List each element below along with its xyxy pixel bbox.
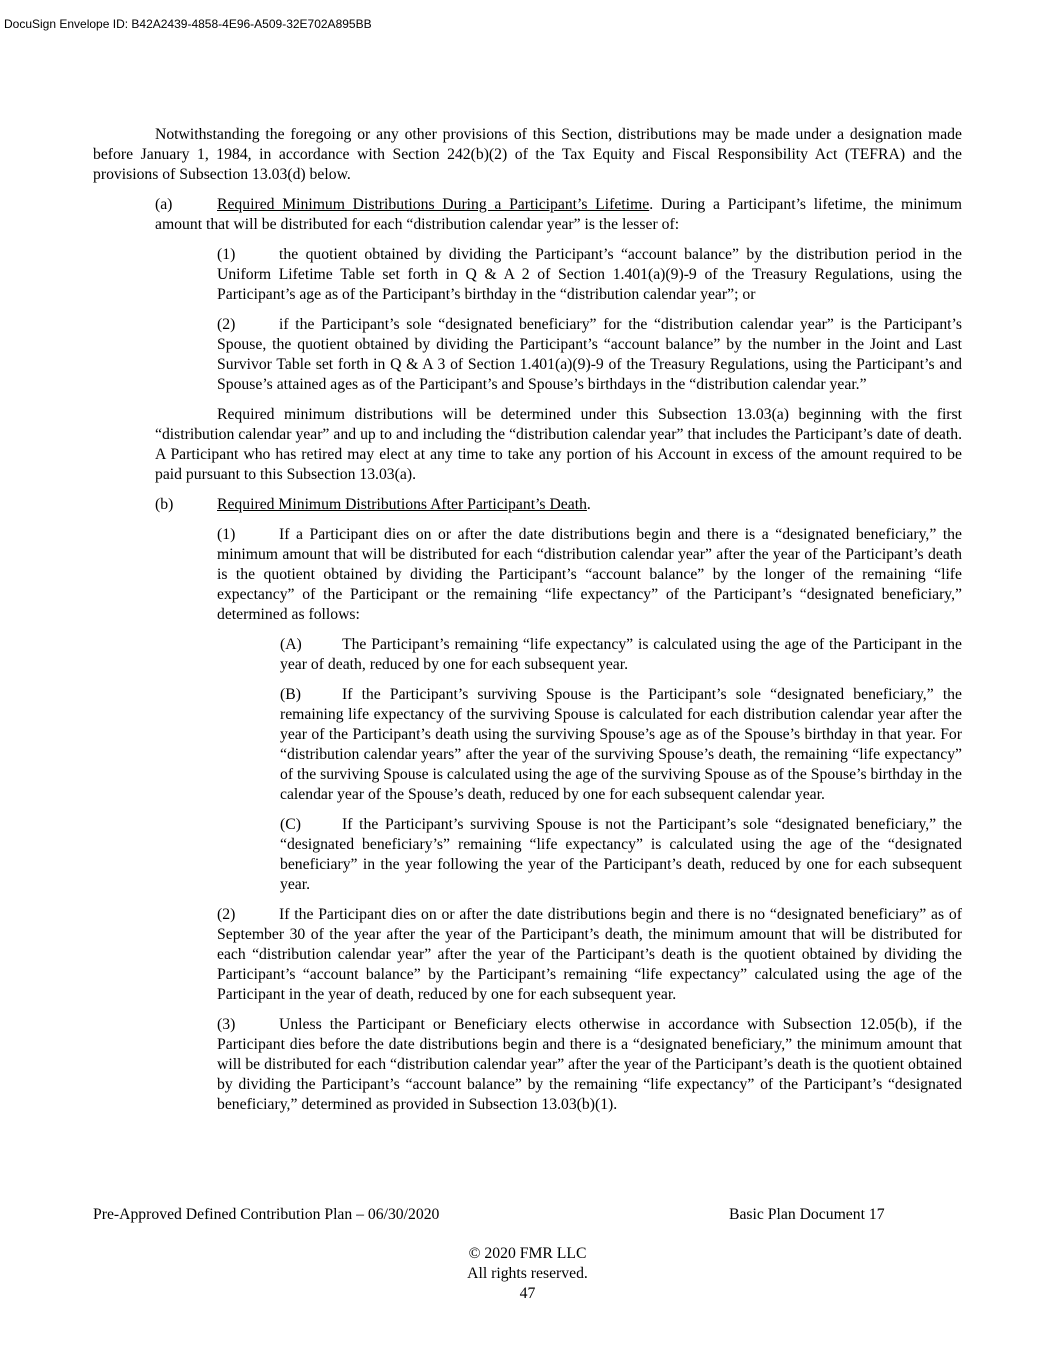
section-b-item-1-text: If a Participant dies on or after the date distributions begin and there is a “designated beneficiary,” the minimum amount that will be distributed for each “distribution calendar year” after the year of the Participant’s death is the quotient obtained by dividing the Participant’s “account balance” by the longer of the remaining “life expectancy” of the Participant or the remaining “life expectancy” of the Participant’s “designated beneficiary,” determined as follows: — [217, 526, 962, 623]
section-a-item-1 — [217, 245, 962, 305]
section-a-item-2-label: (2) — [217, 316, 236, 333]
footer-copyright-block — [0, 1244, 1055, 1304]
section-b-item-1 — [217, 525, 962, 625]
section-a-paragraph — [155, 195, 962, 235]
section-b-item-2 — [217, 905, 962, 1005]
section-b-sub-b — [280, 685, 962, 805]
section-b-sub-c — [280, 815, 962, 895]
section-b-paragraph — [155, 495, 962, 515]
document-body — [93, 125, 962, 1125]
section-b-sub-b-label: (B) — [280, 686, 301, 703]
section-b-item-2-text: If the Participant dies on or after the date distributions begin and there is no “designated beneficiary” as of September 30 of the year after the year of the Participant’s death, the minimum amount that will be distributed for each “distribution calendar year” after the year of the Participant’s death is the quotient obtained by dividing the Participant’s “account balance” by the Participant’s remaining “life expectancy” calculated using the age of the Participant in the year of death, reduced by one for each subsequent year. — [217, 906, 962, 1003]
section-b-item-2-label: (2) — [217, 906, 236, 923]
section-b-item-1-label: (1) — [217, 526, 236, 543]
section-a-heading: Required Minimum Distributions During a Participant’s Lifetime — [217, 196, 650, 213]
docusign-envelope-id: DocuSign Envelope ID: B42A2439-4858-4E96-A509-32E702A895BB — [4, 17, 372, 31]
section-b-sub-a-label: (A) — [280, 636, 302, 653]
footer-document-name: Basic Plan Document 17 — [729, 1206, 885, 1223]
section-a-item-2 — [217, 315, 962, 395]
section-b-label: (b) — [155, 496, 174, 513]
section-a-label: (a) — [155, 196, 173, 213]
section-b-sub-a — [280, 635, 962, 675]
section-b-item-3-label: (3) — [217, 1016, 236, 1033]
section-b-sub-a-text: The Participant’s remaining “life expectancy” is calculated using the age of the Participant in the year of death, reduced by one for each subsequent year. — [280, 636, 962, 673]
section-b-sub-c-text: If the Participant’s surviving Spouse is not the Participant’s sole “designated beneficiary,” the “designated beneficiary’s” remaining “life expectancy” is calculated using the age of the “designated beneficiary” in the year following the year of the Participant’s death, reduced by one for each subsequent year. — [280, 816, 962, 893]
footer-rights: All rights reserved. — [467, 1265, 588, 1282]
intro-paragraph: Notwithstanding the foregoing or any other provisions of this Section, distributions may be made under a designation made before January 1, 1984, in accordance with Section 242(b)(2) of the Tax Equity and Fiscal Responsibility Act (TEFRA) and the provisions of Subsection 13.03(d) below. — [93, 126, 962, 183]
footer-plan-name: Pre-Approved Defined Contribution Plan – 06/30/2020 — [93, 1206, 440, 1223]
section-a-item-2-text: if the Participant’s sole “designated beneficiary” for the “distribution calendar year” is the Participant’s Spouse, the quotient obtained by dividing the Participant’s “account balance” by the number in the Joint and Last Survivor Table set forth in Q & A 3 of Section 1.401(a)(9)-9 of the Treasury Regulations, using the Participant’s and Spouse’s attained ages as of the Participant’s and Spouse’s birthdays in the “distribution calendar year.” — [217, 316, 962, 393]
section-a-text: . During a Participant’s lifetime, the minimum amount that will be distributed for each “distribution calendar year” is the lesser of: — [155, 196, 963, 233]
footer-copyright: © 2020 FMR LLC — [468, 1245, 587, 1262]
section-b-heading-end: . — [586, 496, 591, 513]
section-b-sub-c-label: (C) — [280, 816, 301, 833]
section-a-closing: Required minimum distributions will be determined under this Subsection 13.03(a) beginning with the first “distribution calendar year” and up to and including the “distribution calendar year” that includes the Participant’s date of death. A Participant who has retired may elect at any time to take any portion of his Account in excess of the amount required to be paid pursuant to this Subsection 13.03(a). — [155, 406, 962, 483]
footer-page-number: 47 — [519, 1285, 536, 1302]
section-b-item-3-text: Unless the Participant or Beneficiary elects otherwise in accordance with Subsection 12.05(b), if the Participant dies before the date distributions begin and there is a “designated beneficiary,” the minimum amount that will be distributed for each “distribution calendar year” after the year of the Participant’s death is the quotient obtained by dividing the Participant’s “account balance” by the remaining “life expectancy” of the Participant’s “designated beneficiary,” determined as provided in Subsection 13.03(b)(1). — [217, 1016, 962, 1113]
section-a-item-1-text: the quotient obtained by dividing the Participant’s “account balance” by the distribution period in the Uniform Lifetime Table set forth in Q & A 2 of Section 1.401(a)(9)-9 of the Treasury Regulations, using the Participant’s age as of the Participant’s birthday in the “distribution calendar year”; or — [217, 246, 962, 303]
section-b-heading: Required Minimum Distributions After Participant’s Death — [217, 496, 587, 513]
section-b-item-3 — [217, 1015, 962, 1115]
section-b-sub-b-text: If the Participant’s surviving Spouse is the Participant’s sole “designated beneficiary,” the remaining life expectancy of the surviving Spouse is calculated for each distribution calendar year after the year of the Participant’s death using the surviving Spouse’s age as of the Spouse’s birthday in that year. For “distribution calendar years” after the year of the surviving Spouse’s death, the remaining “life expectancy” of the surviving Spouse is calculated using the age of the surviving Spouse as of the Spouse’s birthday in the calendar year of the Spouse’s death, reduced by one for each subsequent calendar year. — [280, 686, 962, 803]
section-a-item-1-label: (1) — [217, 246, 236, 263]
